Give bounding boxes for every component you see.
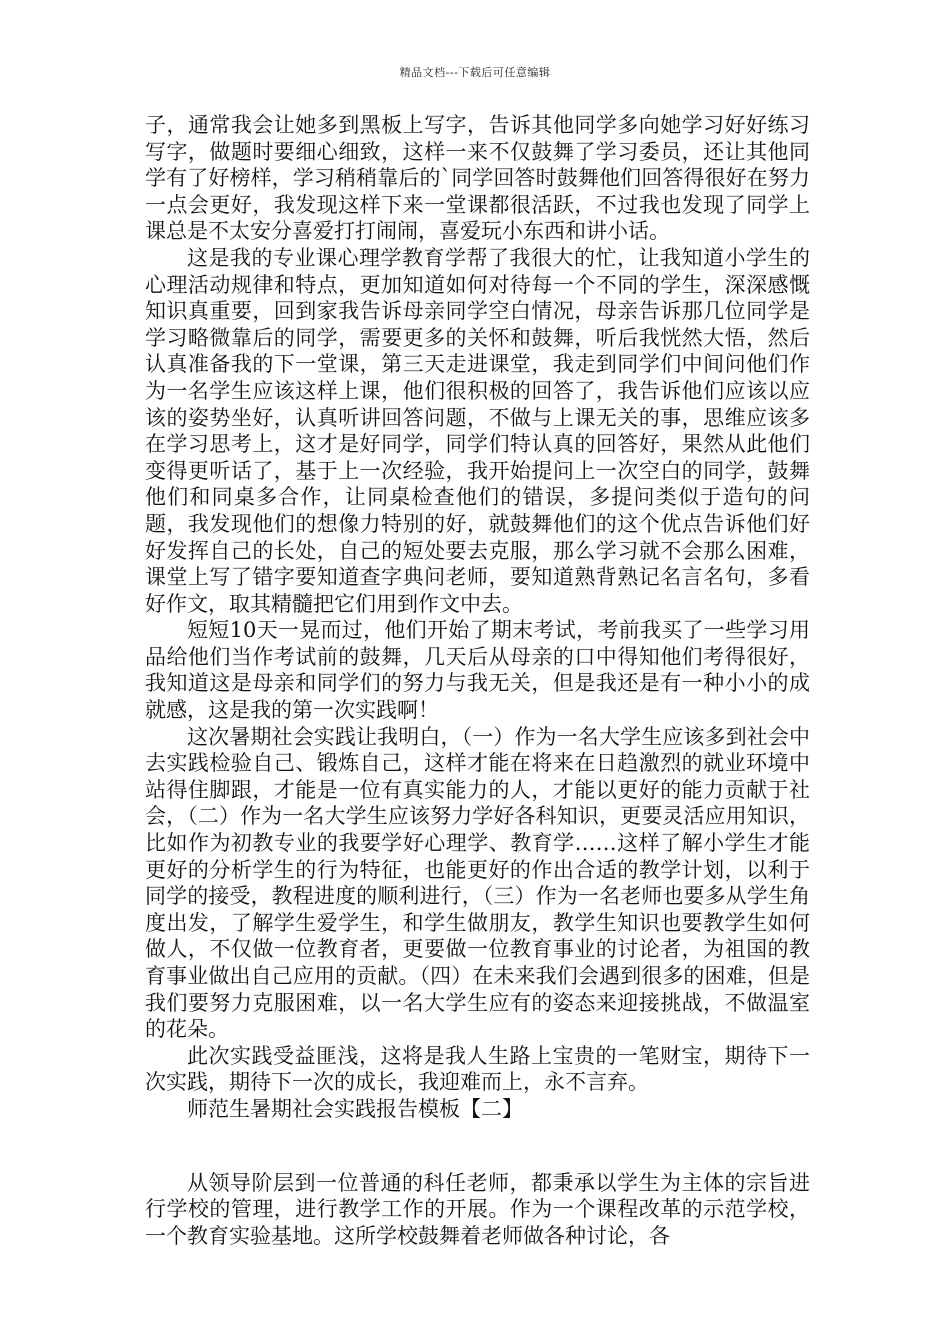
paragraph: 此次实践受益匪浅，这将是我人生路上宝贵的一笔财宝，期待下一次实践，期待下一次的成长，我迎难而上，永不言弃。 <box>145 1043 810 1095</box>
document-body <box>145 112 810 1249</box>
section-spacer <box>145 1123 810 1170</box>
paragraph: 这次暑期社会实践让我明白，（一）作为一名大学生应该多到社会中去实践检验自己、锻炼自己，这样才能在将来在日趋激烈的就业环境中站得住脚跟，才能是一位有真实能力的人，才能以更好的能力贡献于社会，（二）作为一名大学生应该努力学好各科知识，更要灵活应用知识，比如作为初教专业的我要学好心理学、教育学……这样了解小学生才能更好的分析学生的行为特征，也能更好的作出合适的教学计划，以利于同学的接受，教程进度的顺利进行，（三）作为一名老师也要多从学生角度出发，了解学生爱学生，和学生做朋友，教学生知识也要教学生如何做人，不仅做一位教育者，更要做一位教育事业的讨论者，为祖国的教育事业做出自己应用的贡献。（四）在未来我们会遇到很多的困难，但是我们要努力克服困难，以一名大学生应有的姿态来迎接挑战，不做温室的花朵。 <box>145 724 810 1042</box>
section-heading: 师范生暑期社会实践报告模板【二】 <box>187 1096 523 1121</box>
paragraph: 这是我的专业课心理学教育学帮了我很大的忙，让我知道小学生的心理活动规律和特点，更加知道如何对待每一个不同的学生，深深感慨知识真重要，回到家我告诉母亲同学空白情况，母亲告诉那几位同学是学习略微靠后的同学，需要更多的关怀和鼓舞，听后我恍然大悟，然后认真准备我的下一堂课，第三天走进课堂，我走到同学们中间问他们作为一名学生应该这样上课，他们很积极的回答了，我告诉他们应该以应该的姿势坐好，认真听讲回答问题，不做与上课无关的事，思维应该多在学习思考上，这才是好同学，同学们特认真的回答好，果然从此他们变得更听话了，基于上一次经验，我开始提问上一次空白的同学，鼓舞他们和同桌多合作，让同桌检查他们的错误，多提问类似于造句的问题，我发现他们的想像力特别的好，就鼓舞他们的这个优点告诉他们好好发挥自己的长处，自己的短处要去克服，那么学习就不会那么困难，课堂上写了错字要知道查字典问老师，要知道熟背熟记名言名句，多看好作文，取其精髓把它们用到作文中去。 <box>145 245 810 616</box>
paragraph-continuation: 子，通常我会让她多到黑板上写字，告诉其他同学多向她学习好好练习写字，做题时要细心细致，这样一来不仅鼓舞了学习委员，还让其他同学有了好榜样，学习稍稍靠后的`同学回答时鼓舞他们回答得很好在努力一点会更好，我发现这样下来一堂课都很活跃，不过我也发现了同学上课总是不太安分喜爱打打闹闹，喜爱玩小东西和讲小话。 <box>145 113 810 244</box>
paragraph: 从领导阶层到一位普通的科任老师，都秉承以学生为主体的宗旨进行学校的管理，进行教学工作的开展。作为一个课程改革的示范学校，一个教育实验基地。这所学校鼓舞着老师做各种讨论，各 <box>145 1170 810 1248</box>
page-header: 精品文档---下载后可任意编辑 <box>399 66 551 79</box>
paragraph: 短短10天一晃而过，他们开始了期末考试，考前我买了一些学习用品给他们当作考试前的鼓舞，几天后从母亲的口中得知他们考得很好，我知道这是母亲和同学们的努力与我无关，但是我还是有一种小小的成就感，这是我的第一次实践啊！ <box>145 618 810 723</box>
